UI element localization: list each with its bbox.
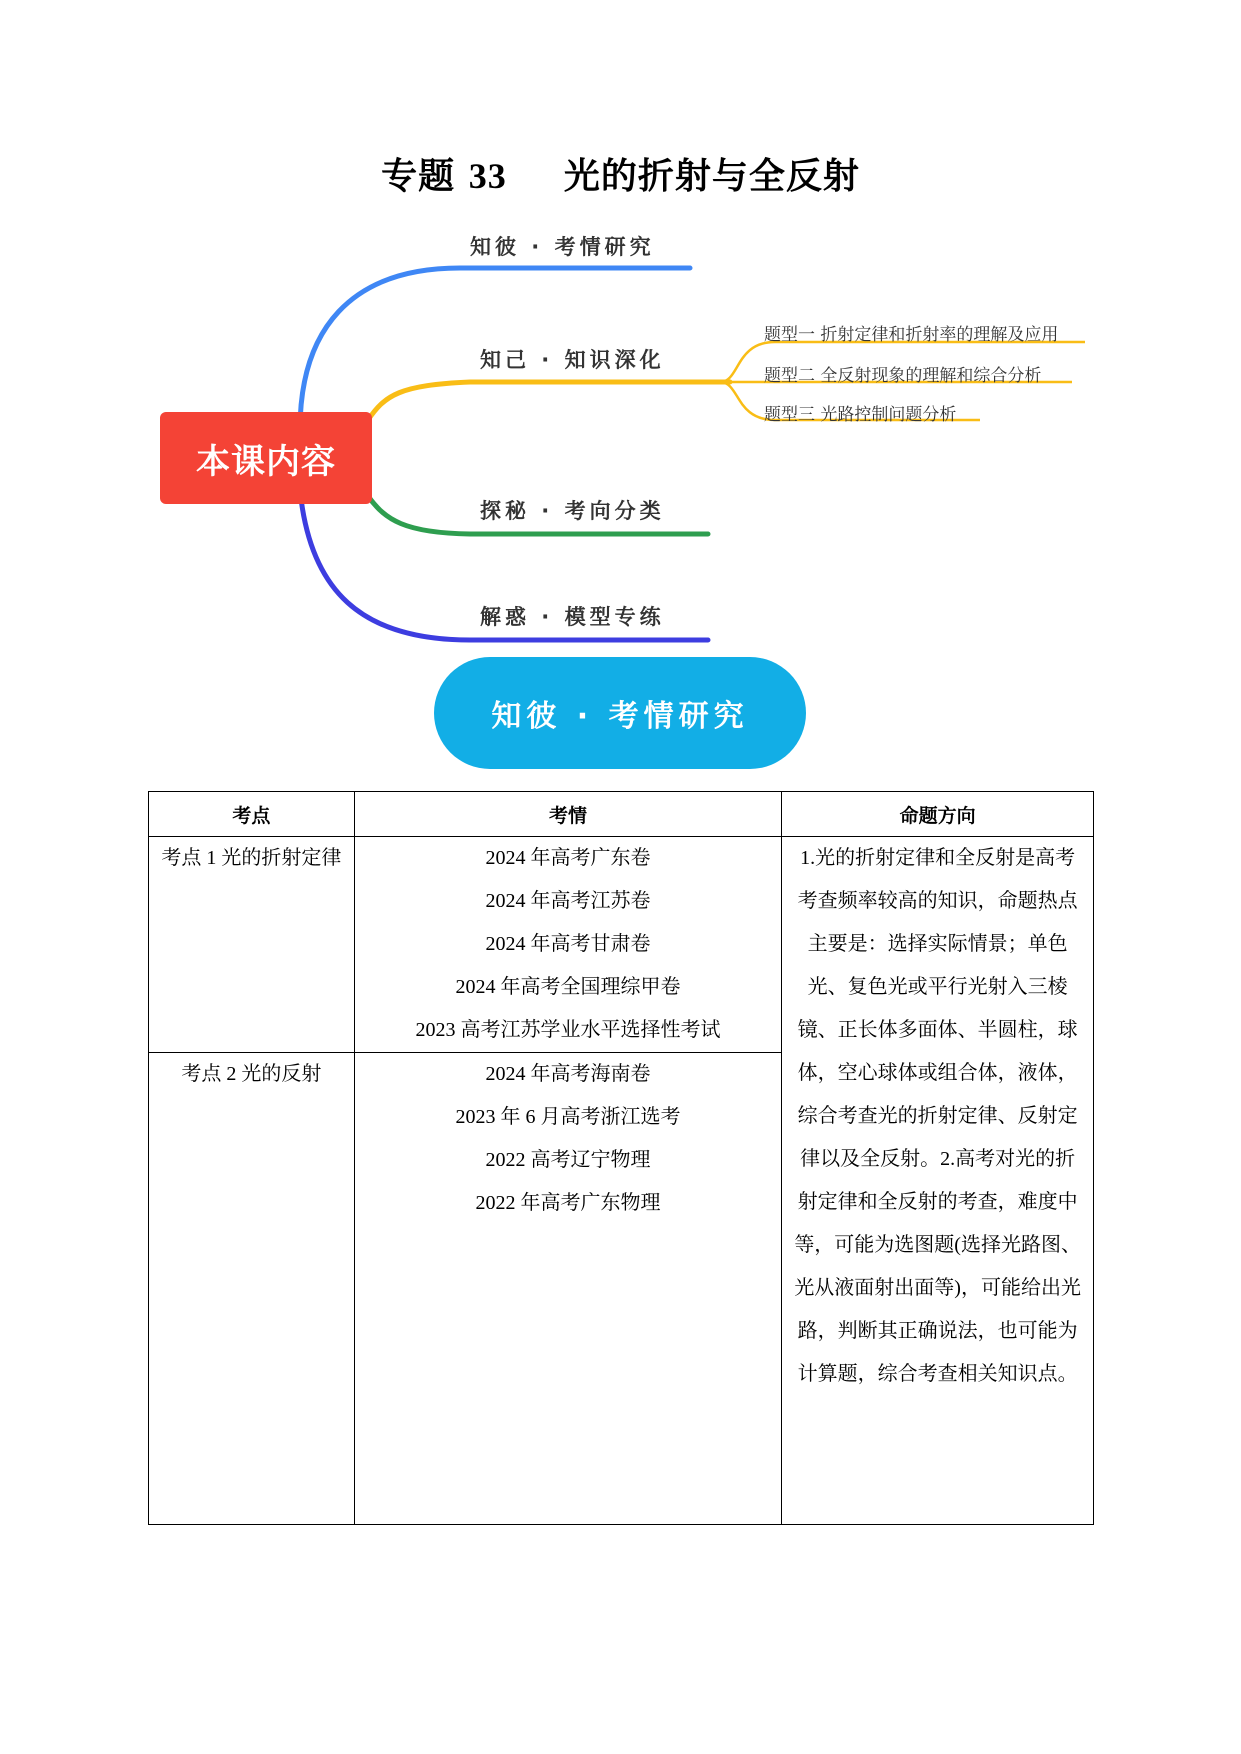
mindmap-center-node: 本课内容 [160, 412, 372, 504]
topic-cell: 考点 2 光的反射 [149, 1053, 355, 1525]
table-row [149, 837, 1094, 1053]
direction-cell: 1.光的折射定律和全反射是高考考查频率较高的知识，命题热点主要是：选择实际情景；单色光、复色光或平行光射入三棱镜、正长体多面体、半圆柱，球体，空心球体或组合体，液体，综合考查光的折射定律、反射定律以及全反射。2.高考对光的折射定律和全反射的考查，难度中等，可能为选图题(选择光路图、光从液面射出面等)，可能给出光路，判断其正确说法，也可能为计算题，综合考查相关知识点。 [782, 837, 1094, 1525]
situation-item: 2023 高考江苏学业水平选择性考试 [415, 1019, 721, 1041]
mindmap-connectors [0, 0, 1241, 760]
situation-item: 2022 年高考广东物理 [475, 1192, 661, 1214]
title-number: 33 [468, 156, 507, 196]
header-topic: 考点 [149, 792, 355, 837]
table-header-row [149, 792, 1094, 837]
sub-item-2: 题型二 全反射现象的理解和综合分析 [764, 366, 1042, 386]
header-direction: 命题方向 [782, 792, 1094, 837]
sub-item-3: 题型三 光路控制问题分析 [764, 405, 957, 425]
situation-item: 2023 年 6 月高考浙江选考 [455, 1106, 681, 1128]
branch-connector-2 [368, 382, 730, 420]
branch-label-2: 知己 · 知识深化 [480, 348, 665, 372]
branch-label-3: 探秘 · 考向分类 [480, 499, 665, 523]
title-prefix: 专题 [381, 156, 456, 197]
situation-item: 2024 年高考广东卷 [485, 847, 651, 869]
header-situation: 考情 [354, 792, 782, 837]
section-pill: 知彼 · 考情研究 [434, 657, 806, 769]
situation-item: 2024 年高考江苏卷 [485, 890, 651, 912]
branch-label-4: 解惑 · 模型专练 [480, 605, 665, 629]
situation-item: 2024 年高考全国理综甲卷 [455, 976, 681, 998]
exam-analysis-table [148, 791, 1094, 1525]
situation-item: 2022 高考辽宁物理 [485, 1149, 651, 1171]
title-text: 光的折射与全反射 [563, 156, 860, 197]
situation-cell [354, 837, 782, 1053]
situation-item: 2024 年高考海南卷 [485, 1063, 651, 1085]
situation-item: 2024 年高考甘肃卷 [485, 933, 651, 955]
situation-cell [354, 1053, 782, 1525]
sub-item-1: 题型一 折射定律和折射率的理解及应用 [764, 325, 1059, 345]
topic-cell: 考点 1 光的折射定律 [149, 837, 355, 1053]
branch-label-1: 知彼 · 考情研究 [470, 235, 655, 259]
